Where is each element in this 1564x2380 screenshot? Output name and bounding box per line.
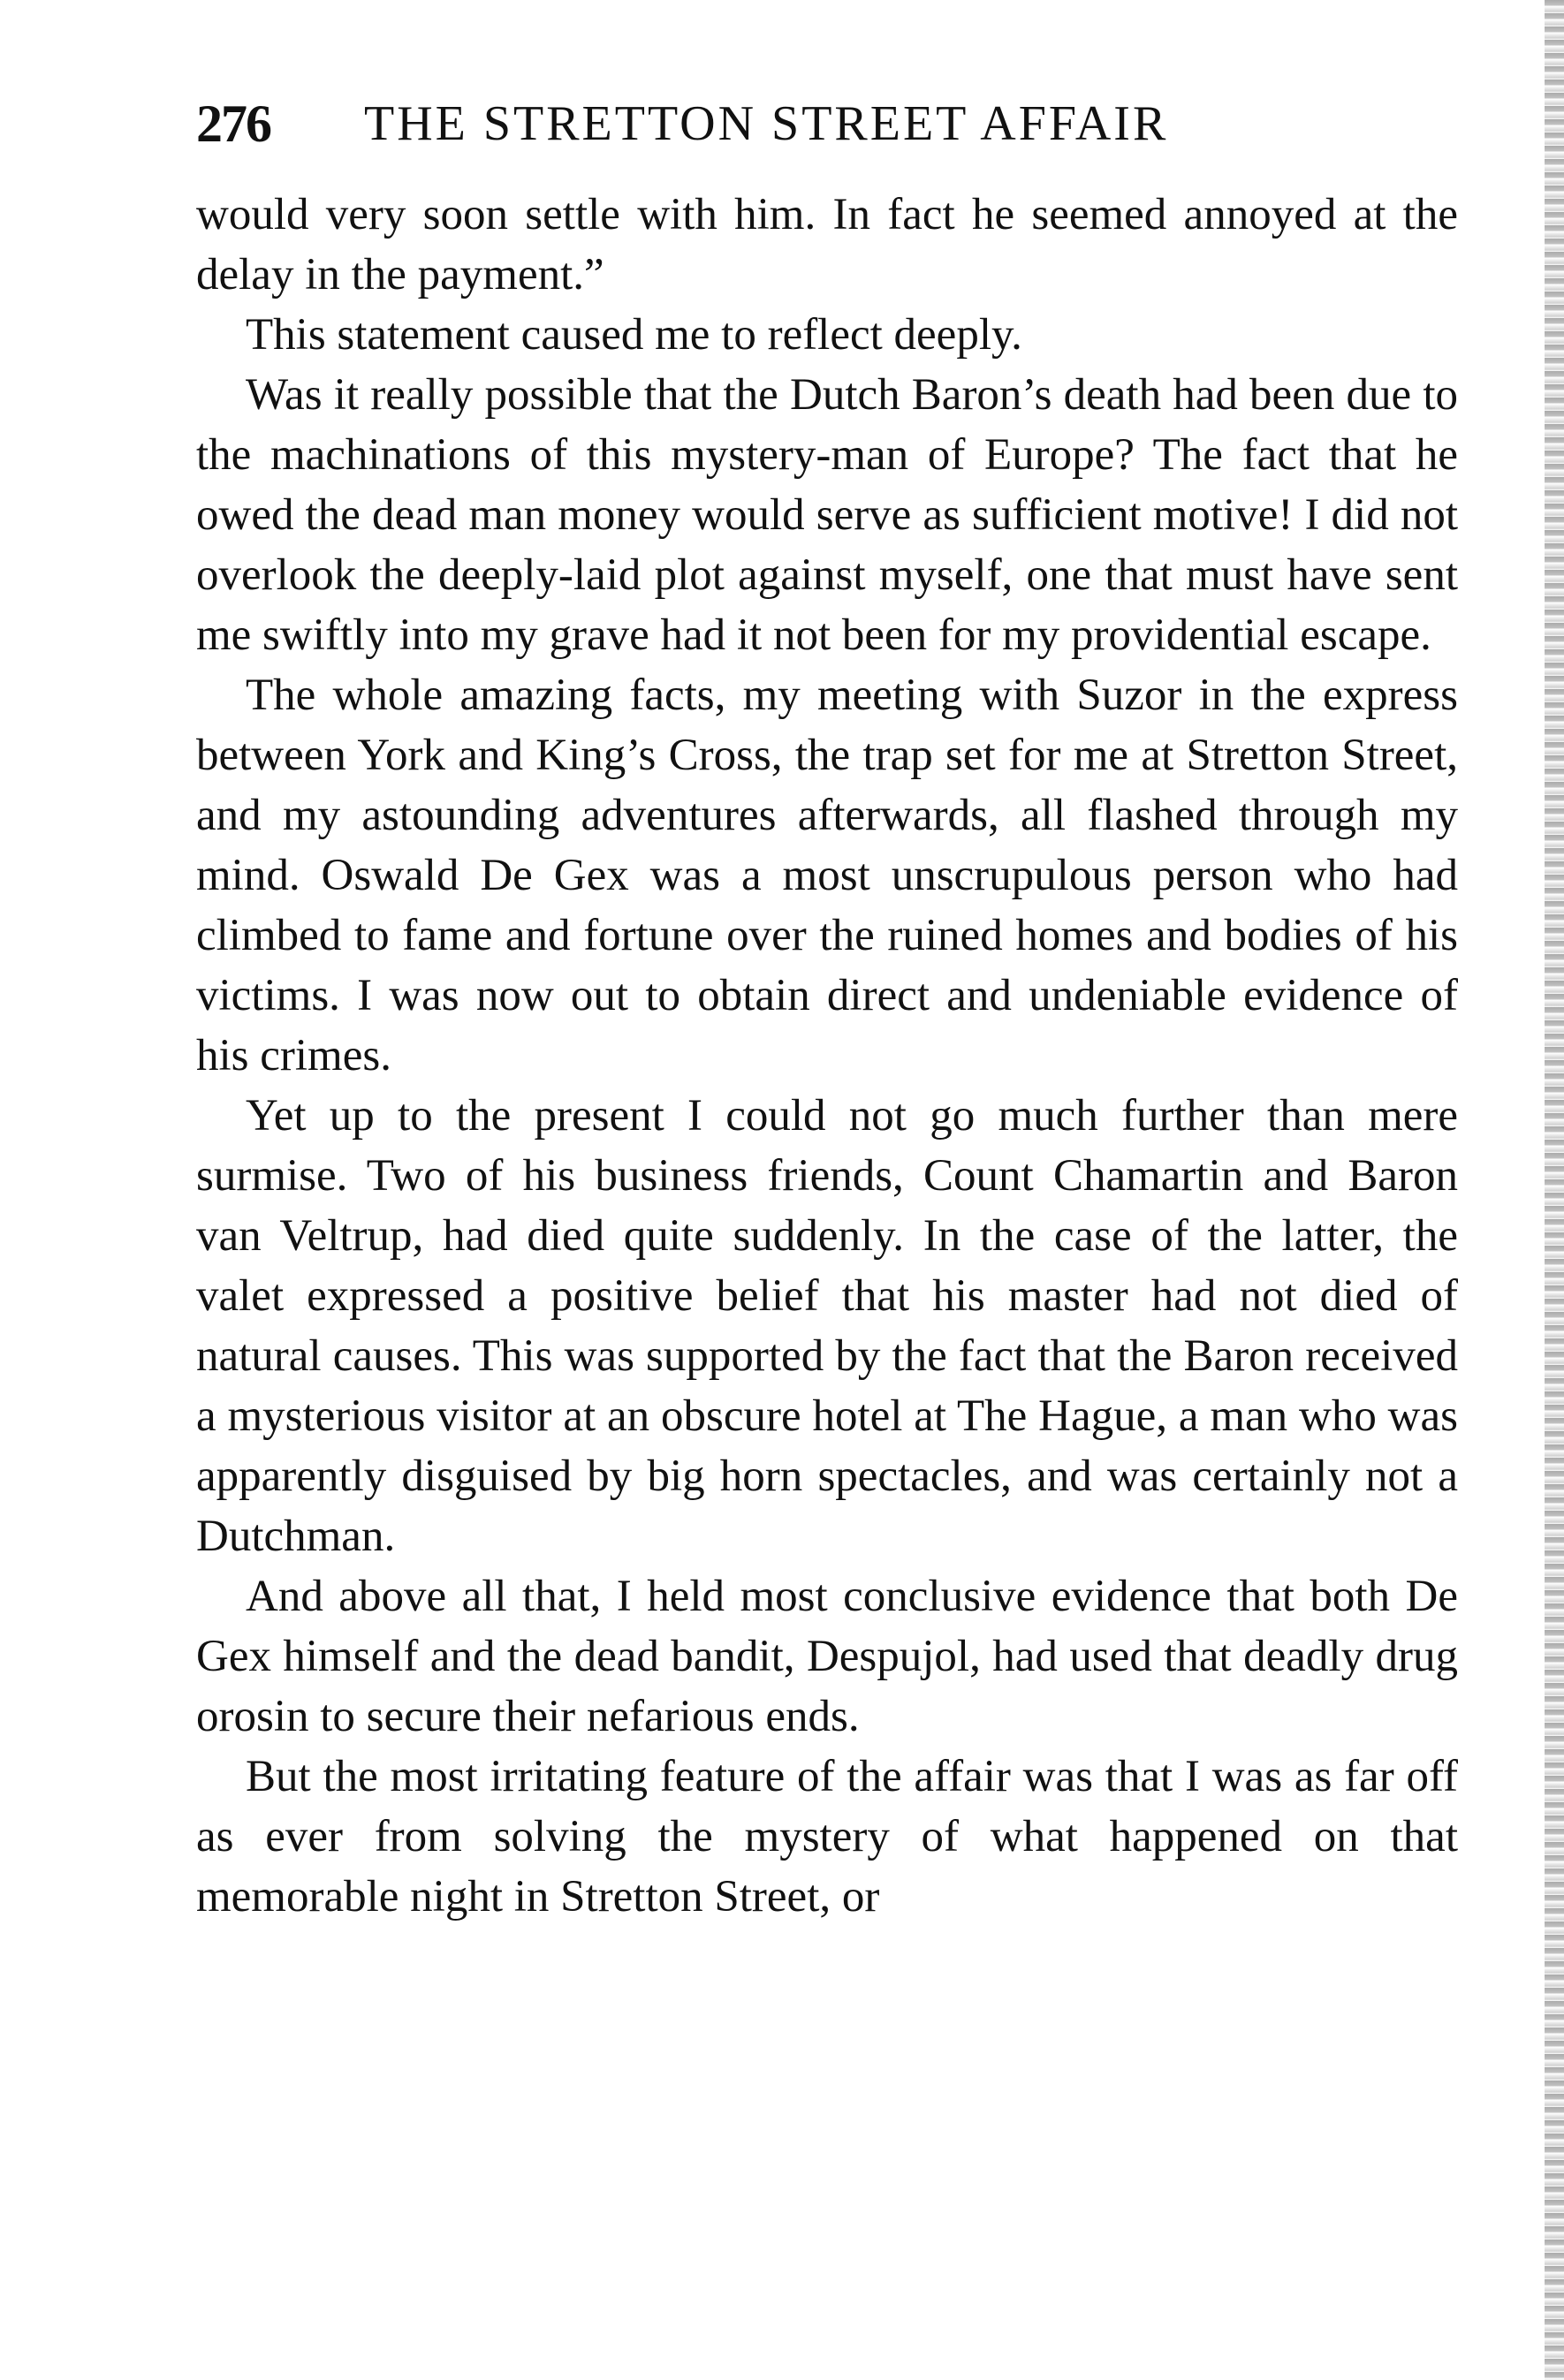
paragraph-continued: would very soon settle with him. In fact he seemed annoyed at the delay in the payment.” — [196, 190, 1458, 299]
paragraph: Yet up to the present I could not go much further than mere surmise. Two of his business friends, Count Chamartin and Baron van Veltrup, had died quite suddenly. In the case of the latter, the valet expressed a positive belief that his master had not died of natural causes. This was supported by the fact that the Baron received a mysterious visitor at an obscure hotel at The Hague, a man who was apparently disguised by big horn spectacles, and was certainly not a Dutchman. — [196, 1091, 1458, 1561]
paragraph: But the most irritating feature of the affair was that I was as far off as ever from solving the mystery of what happened on that memorable night in Stretton Street, or — [196, 1752, 1458, 1921]
scanned-page-edge — [1545, 0, 1564, 2380]
body-text — [196, 185, 1458, 1927]
running-title: THE STRETTON STREET AFFAIR — [364, 96, 1169, 151]
paragraph: Was it really possible that the Dutch Baron’s death had been due to the machinations of this mystery-man of Europe? The fact that he owed the dead man money would serve as sufficient motive! I did not overlook the deeply-laid plot against myself, one that must have sent me swiftly into my grave had it not been for my providential escape. — [196, 370, 1458, 660]
page-number: 276 — [196, 95, 270, 153]
paragraph: And above all that, I held most conclusive evidence that both De Gex himself and the dead bandit, Despujol, had used that deadly drug orosin to secure their nefarious ends. — [196, 1572, 1458, 1741]
paragraph: The whole amazing facts, my meeting with Suzor in the express between York and King’s Cross, the trap set for me at Stretton Street, and my astounding adventures afterwards, all flashed through my mind. Oswald De Gex was a most unscrupulous person who had climbed to fame and fortune over the ruined homes and bodies of his victims. I was now out to obtain direct and undeniable evidence of his crimes. — [196, 671, 1458, 1080]
running-head — [196, 88, 1460, 159]
paragraph: This statement caused me to reflect deeply. — [246, 310, 1022, 360]
